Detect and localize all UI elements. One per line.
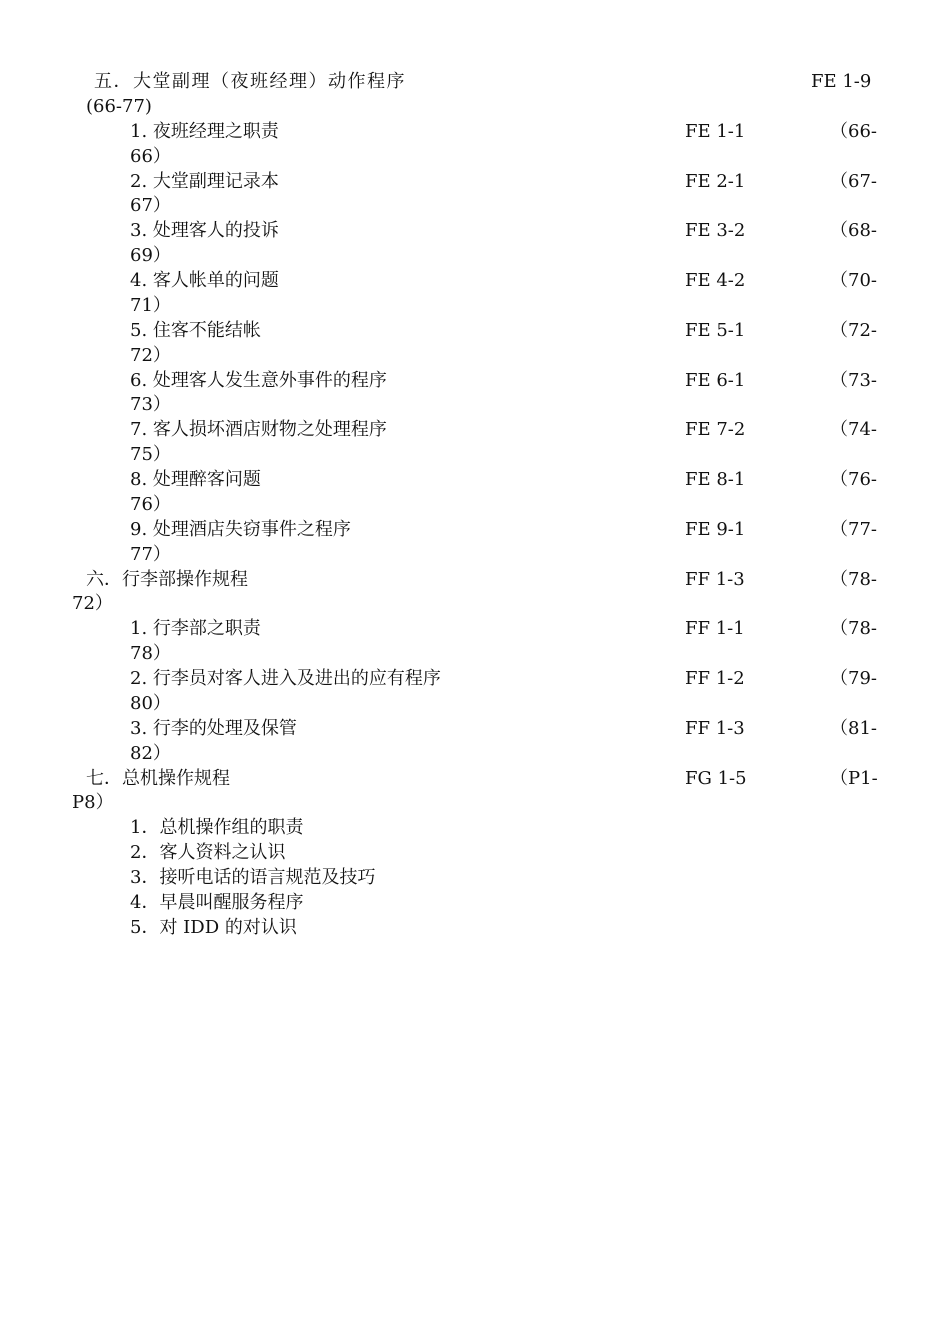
item-title: 4．早晨叫醒服务程序: [130, 891, 304, 913]
toc-item: [0, 916, 950, 941]
item-title: 3. 行李的处理及保管: [130, 717, 297, 739]
toc-item: [0, 891, 950, 916]
toc-item: [0, 170, 950, 220]
item-title: 5. 住客不能结帐: [130, 319, 261, 341]
item-title: 2. 大堂副理记录本: [130, 170, 279, 192]
item-title: 3．接听电话的语言规范及技巧: [130, 867, 376, 889]
item-range-end: 67）: [130, 195, 171, 217]
section-range-start: （P1-: [830, 767, 878, 789]
item-code: FF 1-1: [685, 618, 745, 640]
item-title: 1．总机操作组的职责: [130, 817, 304, 839]
item-code: FF 1-3: [685, 717, 745, 739]
item-title: 1. 行李部之职责: [130, 618, 261, 640]
item-range-start: （67-: [830, 170, 877, 192]
toc-item: [0, 468, 950, 518]
item-range-end: 69）: [130, 245, 171, 267]
item-range-end: 80）: [130, 692, 171, 714]
section-code: FF 1-3: [685, 568, 745, 590]
item-range-start: （81-: [830, 717, 877, 739]
item-title: 3. 处理客人的投诉: [130, 220, 279, 242]
section-range-end: P8）: [72, 792, 114, 814]
item-range-start: （68-: [830, 220, 877, 242]
item-range-start: （79-: [830, 668, 877, 689]
section-page-range: (66-77): [86, 95, 152, 117]
item-title: 8. 处理醉客问题: [130, 469, 261, 490]
item-range-end: 76）: [130, 493, 171, 515]
section-range-end: 72）: [72, 593, 113, 615]
item-code: FE 9-1: [685, 518, 746, 540]
section-heading: [0, 568, 950, 618]
item-title: 5．对 IDD 的对认识: [130, 916, 297, 938]
item-range-end: 72）: [130, 344, 171, 366]
toc-item: [0, 319, 950, 369]
item-code: FE 1-1: [685, 120, 746, 142]
item-code: FE 5-1: [685, 319, 746, 341]
toc-item: [0, 667, 950, 717]
item-range-end: 78）: [130, 643, 171, 665]
item-title: 1. 夜班经理之职责: [130, 120, 279, 142]
section-code: FG 1-5: [685, 767, 747, 789]
item-range-start: （74-: [830, 419, 877, 441]
toc-item: [0, 866, 950, 891]
item-range-start: （77-: [830, 518, 877, 540]
item-range-end: 73）: [130, 394, 171, 416]
toc-item: [0, 816, 950, 841]
item-range-start: （66-: [830, 120, 877, 142]
item-title: 2. 行李员对客人进入及进出的应有程序: [130, 668, 441, 689]
section-range-start: （78-: [830, 568, 877, 590]
item-range-end: 77）: [130, 543, 171, 565]
toc-item: [0, 418, 950, 468]
toc-item: [0, 518, 950, 568]
item-code: FE 7-2: [685, 419, 746, 441]
section-heading: [0, 767, 950, 817]
toc-item: [0, 219, 950, 269]
item-range-start: （73-: [830, 369, 877, 391]
section-code: FE 1-9: [811, 71, 872, 92]
item-range-end: 82）: [130, 742, 171, 764]
item-code: FE 8-1: [685, 469, 746, 490]
item-code: FE 2-1: [685, 170, 746, 192]
item-range-start: （72-: [830, 319, 877, 341]
item-title: 2．客人资料之认识: [130, 842, 286, 864]
item-title: 7. 客人损坏酒店财物之处理程序: [130, 419, 387, 441]
item-range-start: （78-: [830, 618, 877, 640]
item-range-start: （70-: [830, 270, 877, 291]
toc-item: [0, 269, 950, 319]
section-title: 五．大堂副理（夜班经理）动作程序: [94, 71, 406, 92]
item-code: FE 4-2: [685, 270, 746, 291]
toc-item: [0, 369, 950, 419]
item-title: 9. 处理酒店失窃事件之程序: [130, 518, 351, 540]
item-range-end: 66）: [130, 145, 171, 167]
item-code: FE 6-1: [685, 369, 746, 391]
toc-item: [0, 717, 950, 767]
table-of-contents: [0, 70, 950, 941]
item-code: FF 1-2: [685, 668, 745, 689]
item-range-end: 75）: [130, 444, 171, 466]
section-title: 七．总机操作规程: [86, 767, 230, 789]
section-heading: [0, 70, 950, 120]
toc-item: [0, 120, 950, 170]
section-title: 六．行李部操作规程: [86, 568, 248, 590]
toc-item: [0, 841, 950, 866]
item-range-start: （76-: [830, 469, 877, 490]
item-range-end: 71）: [130, 294, 171, 316]
item-code: FE 3-2: [685, 220, 746, 242]
item-title: 4. 客人帐单的问题: [130, 270, 279, 291]
toc-item: [0, 617, 950, 667]
item-title: 6. 处理客人发生意外事件的程序: [130, 369, 387, 391]
